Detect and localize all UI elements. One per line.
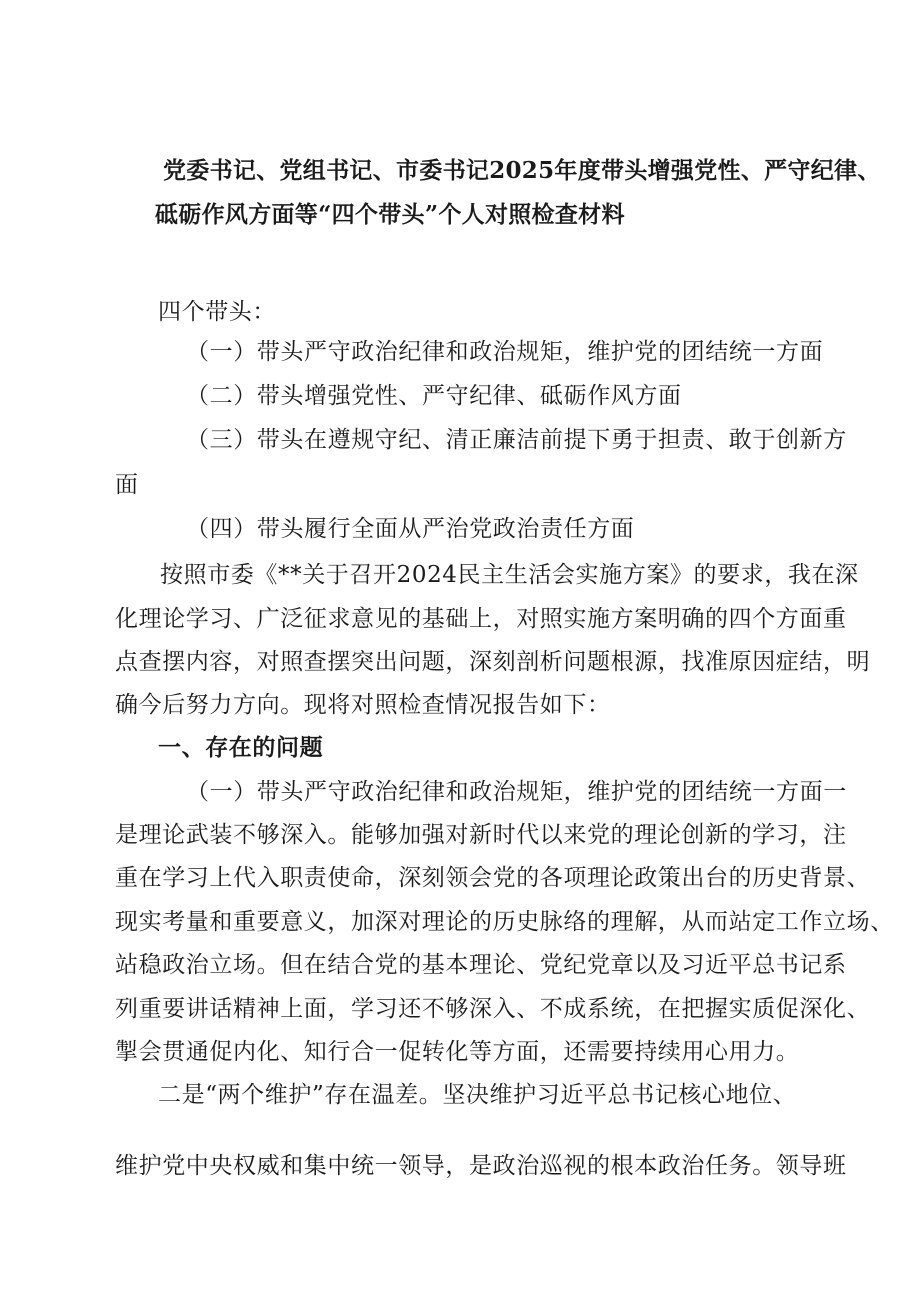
lead-item-3-continued: 面 <box>115 472 139 498</box>
section1-line-5: 站稳政治立场。但在结合党的基本理论、党纪党章以及习近平总书记系 <box>115 952 847 978</box>
intro-paragraph-line-3: 点查摆内容，对照查摆突出问题，深刻剖析问题根源，找准原因症结，明 <box>115 649 871 675</box>
section1-line-9: 维护党中央权威和集中统一领导，是政治巡视的根本政治任务。领导班 <box>115 1153 847 1179</box>
intro-paragraph-line-1: 按照市委《**关于召开2024民主生活会实施方案》的要求，我在深 <box>160 562 859 588</box>
section1-line-3: 重在学习上代入职责使命，深刻领会党的各项理论政策出台的历史背景、 <box>115 865 871 891</box>
section1-line-4: 现实考量和重要意义，加深对理论的历史脉络的理解，从而站定工作立场、 <box>115 909 894 935</box>
document-title-line-1: 党委书记、党组书记、市委书记2025年度带头增强党性、严守纪律、 <box>163 157 881 184</box>
section1-line-2: 是理论武装不够深入。能够加强对新时代以来党的理论创新的学习，注 <box>115 822 847 848</box>
section1-line-1: （一）带头严守政治纪律和政治规矩，维护党的团结统一方面一 <box>186 779 847 805</box>
lead-item-3: （三）带头在遵规守纪、清正廉洁前提下勇于担责、敢于创新方 <box>186 427 847 453</box>
intro-paragraph-line-2: 化理论学习、广泛征求意见的基础上，对照实施方案明确的四个方面重 <box>115 606 847 632</box>
section-heading-problems: 一、存在的问题 <box>158 734 324 761</box>
document-title-line-2: 砥砺作风方面等“四个带头”个人对照检查材料 <box>155 201 625 228</box>
intro-paragraph-line-4: 确今后努力方向。现将对照检查情况报告如下： <box>115 692 611 718</box>
section1-line-6: 列重要讲话精神上面，学习还不够深入、不成系统，在把握实质促深化、 <box>115 996 871 1022</box>
lead-item-2: （二）带头增强党性、严守纪律、砥砺作风方面 <box>186 383 682 409</box>
section1-line-8: 二是“两个维护”存在温差。坚决维护习近平总书记核心地位、 <box>158 1082 797 1108</box>
lead-item-4: （四）带头履行全面从严治党政治责任方面 <box>186 516 635 542</box>
lead-item-1: （一）带头严守政治纪律和政治规矩，维护党的团结统一方面 <box>186 339 824 365</box>
section1-line-7: 掣会贯通促内化、知行合一促转化等方面，还需要持续用心用力。 <box>115 1039 800 1065</box>
four-leads-label: 四个带头： <box>158 299 276 325</box>
